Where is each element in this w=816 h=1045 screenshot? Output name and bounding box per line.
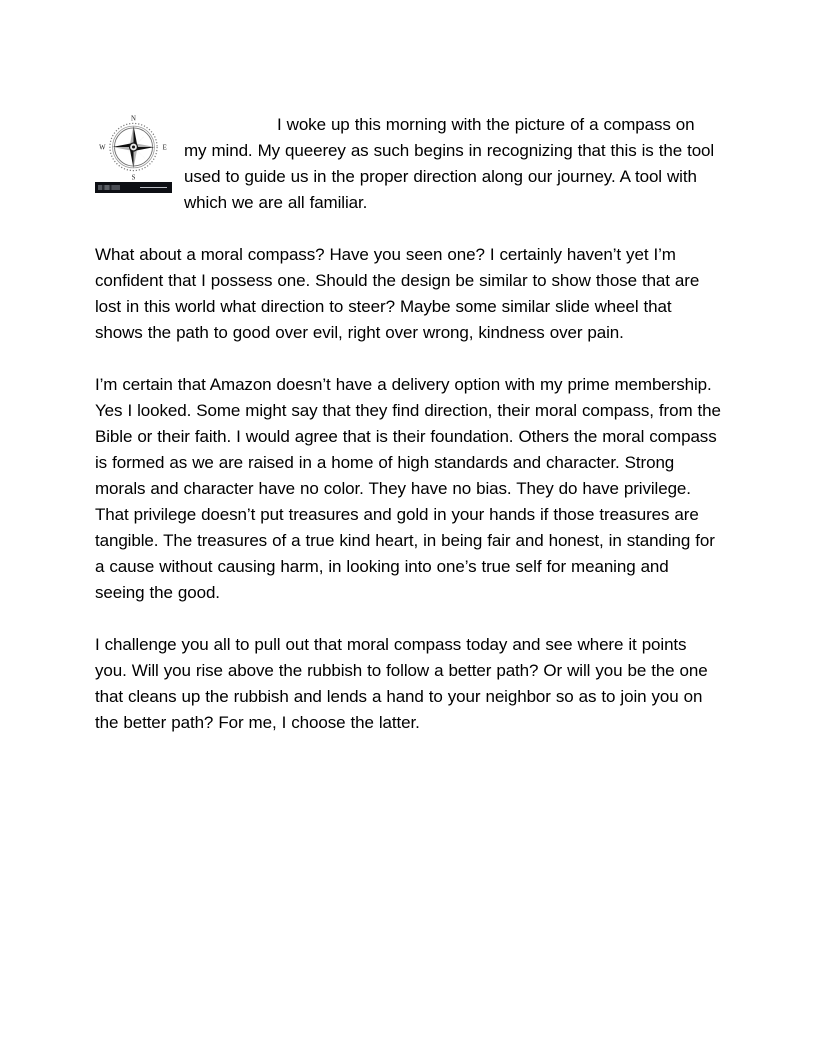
compass-rose-icon: [95, 112, 172, 182]
caption-watermark: [98, 185, 120, 190]
compass-label-east: E: [162, 144, 167, 152]
compass-label-south: S: [131, 174, 136, 182]
compass-label-west: W: [99, 144, 106, 152]
paragraph-2: What about a moral compass? Have you seen one? I certainly haven’t yet I’m confident that I possess one. Should the design be similar to show those that are lost in this world what direction to steer? Maybe some similar slide wheel that shows the path to good over evil, right over wrong, kindness over pain.: [95, 245, 700, 342]
compass-figure: [95, 112, 172, 193]
paragraph-3: I’m certain that Amazon doesn’t have a delivery option with my prime membership. Yes I looked. Some might say that they find direction, their moral compass, from the Bible or their faith. I would agree that is their foundation. Others the moral compass is formed as we are raised in a home of high standards and character. Strong morals and character have no color. They have no bias. They do have privilege. That privilege doesn’t put treasures and gold in your hands if those treasures are tangible. The treasures of a true kind heart, in being fair and honest, in standing for a cause without causing harm, in looking into one’s true self for meaning and seeing the good.: [95, 375, 721, 602]
paragraph-4: I challenge you all to pull out that moral compass today and see where it points you. Will you rise above the rubbish to follow a better path? Or will you be the one that cleans up the rubbish and lends a hand to your neighbor so as to join you on the better path? For me, I choose the latter.: [95, 635, 708, 732]
caption-rule: [140, 187, 167, 188]
figure-caption-bar: [95, 182, 172, 193]
paragraph-1: [95, 112, 721, 216]
paragraph-1-text: I woke up this morning with the picture of a compass on my mind. My queerey as such begins in recognizing that this is the tool used to guide us in the proper direction along our journey. A tool with which we are all familiar.: [184, 115, 715, 212]
document-body: [95, 112, 721, 736]
compass-label-north: N: [131, 115, 136, 123]
